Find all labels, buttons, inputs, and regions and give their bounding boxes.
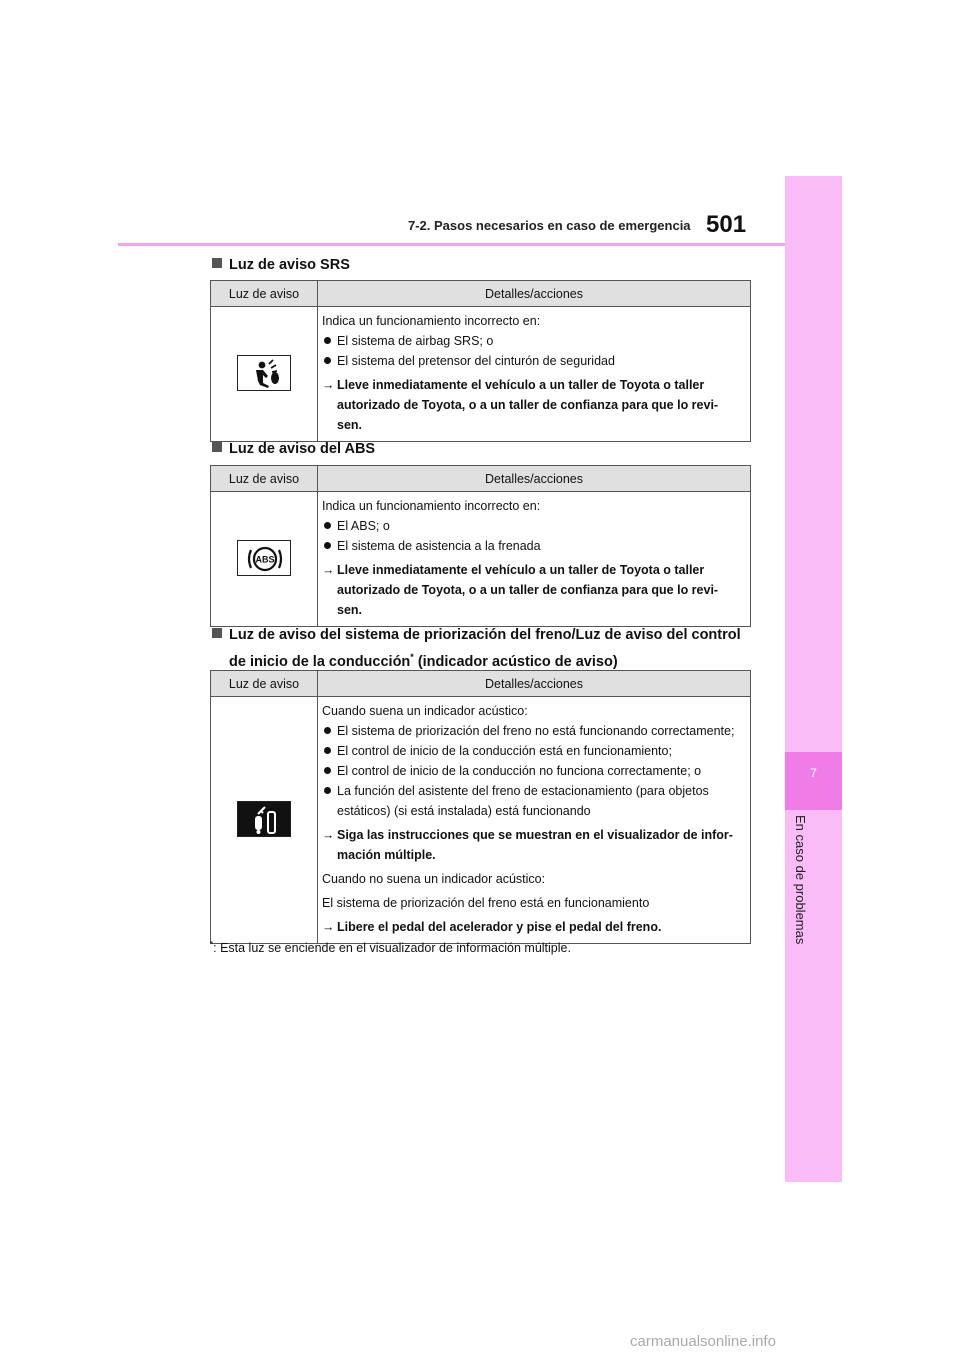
bullet-item: El sistema del pretensor del cinturón de seguridad xyxy=(322,351,746,371)
action-text: → Siga las instrucciones que se muestran en el visualizador de infor- mación múltiple. xyxy=(322,825,746,865)
abs-warning-icon xyxy=(237,540,291,576)
section-title-abs: Luz de aviso del ABS xyxy=(212,438,375,460)
col-header-warning-light: Luz de aviso xyxy=(211,466,318,492)
details-intro: Indica un funcionamiento incorrecto en: xyxy=(322,499,541,513)
warning-table-abs xyxy=(210,465,751,627)
page-number: 501 xyxy=(706,211,747,238)
svg-text:ABS: ABS xyxy=(255,554,275,564)
arrow-icon: → xyxy=(322,920,335,934)
details-intro: Cuando suena un indicador acústico: xyxy=(322,704,528,718)
details-line-2: El sistema de priorización del freno está en funcionamiento xyxy=(322,896,650,910)
arrow-icon: → xyxy=(322,828,335,842)
srs-airbag-warning-icon xyxy=(237,355,291,391)
bullet-dot-icon xyxy=(324,747,331,754)
section-square-icon xyxy=(212,258,222,268)
chapter-title: 7-2. Pasos necesarios en caso de emergencia xyxy=(408,218,691,233)
bullet-dot-icon xyxy=(324,337,331,344)
section-square-icon xyxy=(212,628,222,638)
section-title-srs: Luz de aviso SRS xyxy=(212,254,350,276)
bullet-dot-icon xyxy=(324,767,331,774)
bullet-item: El ABS; o xyxy=(322,516,746,536)
col-header-details: Detalles/acciones xyxy=(318,671,751,697)
details-intro-2: Cuando no suena un indicador acústico: xyxy=(322,872,546,886)
action-text: → Lleve inmediatamente el vehículo a un taller de Toyota o taller autorizado de Toyota, o a un taller de confianza para que lo revi- sen. xyxy=(322,560,746,620)
chapter-number-box xyxy=(785,752,842,810)
details-cell xyxy=(318,307,751,442)
header-rule xyxy=(118,243,785,246)
col-header-details: Detalles/acciones xyxy=(318,466,751,492)
arrow-icon: → xyxy=(322,378,335,392)
watermark: carmanualsonline.info xyxy=(630,1333,776,1350)
details-intro: Indica un funcionamiento incorrecto en: xyxy=(322,314,541,328)
chapter-side-tab xyxy=(785,176,842,1182)
col-header-warning-light: Luz de aviso xyxy=(211,281,318,307)
section-square-icon xyxy=(212,442,222,452)
bullet-item: El control de inicio de la conducción está en funcionamiento; xyxy=(322,741,746,761)
bullet-dot-icon xyxy=(324,357,331,364)
bullet-item: El sistema de airbag SRS; o xyxy=(322,331,746,351)
icon-cell xyxy=(211,307,318,442)
icon-cell xyxy=(211,492,318,627)
bullet-item: El sistema de priorización del freno no está funcionando correctamente; xyxy=(322,721,746,741)
bullet-dot-icon xyxy=(324,787,331,794)
bullet-item: El control de inicio de la conducción no funciona correctamente; o xyxy=(322,761,746,781)
bullet-dot-icon xyxy=(324,542,331,549)
col-header-warning-light: Luz de aviso xyxy=(211,671,318,697)
bullet-dot-icon xyxy=(324,522,331,529)
icon-cell xyxy=(211,697,318,944)
section-title-brake-override: Luz de aviso del sistema de priorización del freno/Luz de aviso del control de inicio de la conducción* (indicador acústico de aviso) xyxy=(212,624,741,673)
bullet-item: La función del asistente del freno de estacionamiento (para objetos xyxy=(322,781,746,801)
arrow-icon: → xyxy=(322,563,335,577)
warning-table-brake-override xyxy=(210,670,751,944)
details-cell xyxy=(318,492,751,627)
action-text: → Lleve inmediatamente el vehículo a un taller de Toyota o taller autorizado de Toyota, o a un taller de confianza para que lo revi- sen. xyxy=(322,375,746,435)
action-text-2: → Libere el pedal del acelerador y pise el pedal del freno. xyxy=(322,917,746,937)
col-header-details: Detalles/acciones xyxy=(318,281,751,307)
brake-override-pedal-icon xyxy=(237,801,291,837)
chapter-label: En caso de problemas xyxy=(793,815,808,945)
bullet-item: El sistema de asistencia a la frenada xyxy=(322,536,746,556)
chapter-number: 7 xyxy=(810,766,817,780)
bullet-dot-icon xyxy=(324,727,331,734)
details-cell xyxy=(318,697,751,944)
footnote: *: Esta luz se enciende en el visualizador de información múltiple. xyxy=(210,940,571,956)
bullet-continuation: estáticos) (si está instalada) está funcionando xyxy=(337,804,591,818)
warning-table-srs xyxy=(210,280,751,442)
